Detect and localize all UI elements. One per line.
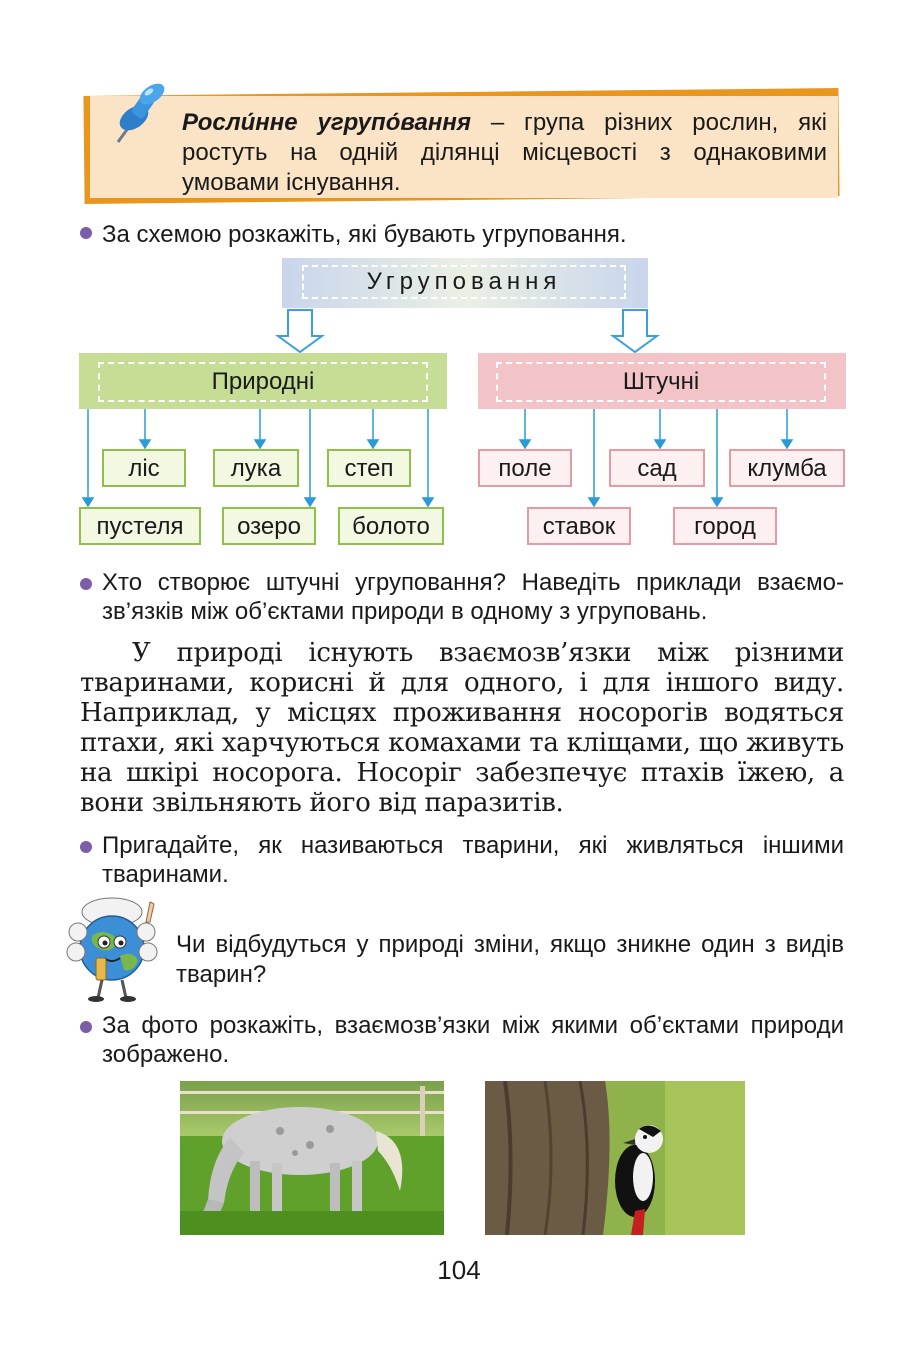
leaf-field: поле: [478, 449, 572, 487]
globe-mascot-icon: [62, 892, 162, 1004]
question-2-text: Хто створює штучні угруповання? Наведіть приклади взаємозв’язків між об’єктами природи в одному з угруповань.: [102, 569, 844, 625]
diagram-root-label: Угруповання: [302, 265, 626, 299]
leaf-pond: ставок: [527, 507, 631, 545]
arrow-down-icon: [278, 310, 322, 352]
leaf-forest: ліс: [102, 449, 186, 487]
artificial-category-label: Штучні: [496, 362, 826, 402]
photo-woodpecker-tree: [485, 1081, 745, 1235]
leaf-lake: озеро: [222, 507, 316, 545]
natural-category-label: Природні: [98, 362, 428, 402]
bullet-icon: [80, 841, 92, 853]
definition-text: [182, 108, 827, 198]
bullet-icon: [80, 1021, 92, 1033]
definition-term: Росли́нне угрупо́вання: [182, 109, 471, 136]
leaf-flowerbed: клумба: [729, 449, 845, 487]
leaf-meadow: лука: [213, 449, 299, 487]
leaf-steppe: степ: [327, 449, 411, 487]
mascot-question: Чи відбудуться у природі зміни, якщо зникне один з видів тварин?: [176, 931, 844, 988]
definition-body: – група різних рослин, які ростуть на одній ділянці місцевості з однаковими умовами існування.: [182, 109, 827, 196]
leaf-orchard: сад: [609, 449, 705, 487]
question-3: [102, 831, 844, 889]
question-4-text: За фото розкажіть, взаємозв’язки між якими об’єктами природи зображено.: [102, 1012, 844, 1068]
leaf-garden: город: [673, 507, 777, 545]
photo-horse-grazing: [180, 1081, 444, 1235]
leaf-swamp: болото: [338, 507, 444, 545]
pushpin-icon: [104, 80, 174, 150]
page-number: 104: [437, 1255, 481, 1285]
arrow-down-icon: [613, 310, 657, 352]
bullet-icon: [80, 578, 92, 590]
bullet-icon: [80, 227, 92, 239]
question-3-text: Пригадайте, як називаються тварини, які живляться іншими тваринами.: [102, 832, 844, 888]
leaf-desert: пустеля: [79, 507, 201, 545]
main-paragraph: У природі існують взаємозв’язки між різними тваринами, корисні й для одного, і для іншого виду. Наприклад, у місцях проживання носорогів водяться птахи, які харчуються комахами та кліщами, що живуть на шкірі носорога. Носоріг забезпечує птахів їжею, а вони звільняють його від паразитів.: [80, 638, 844, 818]
question-1: [80, 220, 626, 250]
question-4: [102, 1011, 844, 1069]
question-2: [102, 568, 844, 626]
question-1-text: За схемою розкажіть, які бувають угруповання.: [102, 221, 627, 248]
